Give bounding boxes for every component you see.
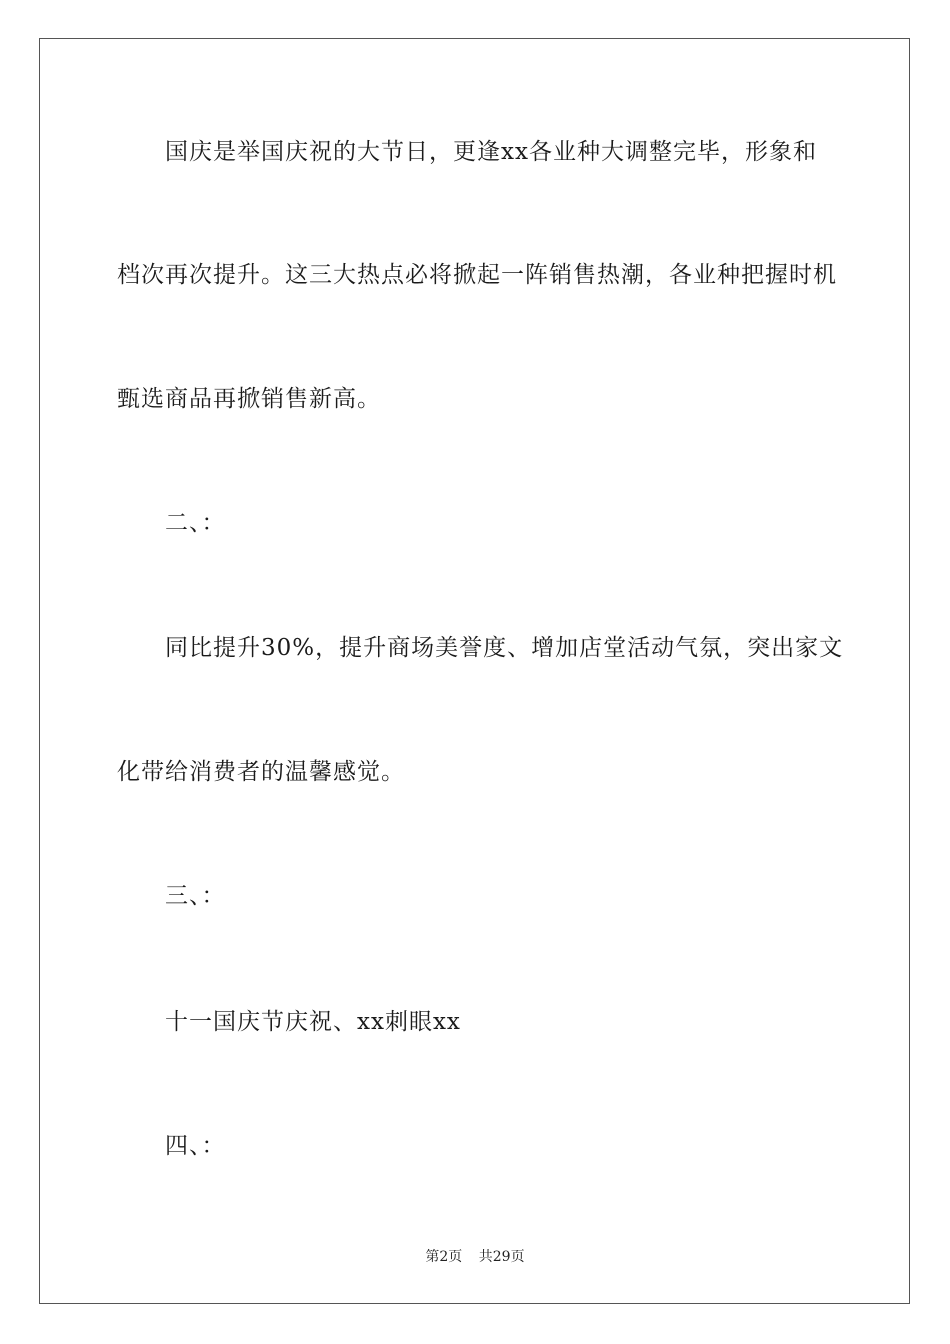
section-heading-2: 二、： [165, 510, 226, 536]
paragraph-line-5: 化带给消费者的温馨感觉。 [117, 759, 405, 785]
page-number-current: 第2页 [425, 1249, 463, 1265]
paragraph-line-6: 十一国庆节庆祝、xx刺眼xx [165, 1009, 461, 1035]
paragraph-line-1: 国庆是举国庆祝的大节日，更逢xx各业种大调整完毕，形象和 [165, 139, 817, 165]
section-heading-3: 三、： [165, 883, 226, 909]
paragraph-line-3: 甄选商品再掀销售新高。 [117, 386, 381, 412]
paragraph-line-4: 同比提升30%，提升商场美誉度、增加店堂活动气氛，突出家文 [165, 635, 844, 661]
section-heading-4: 四、： [165, 1133, 226, 1159]
page-border [39, 38, 910, 1304]
paragraph-line-2: 档次再次提升。这三大热点必将掀起一阵销售热潮，各业种把握时机 [117, 262, 837, 288]
page-number-total: 共29页 [478, 1249, 525, 1265]
page-footer [0, 1247, 950, 1267]
